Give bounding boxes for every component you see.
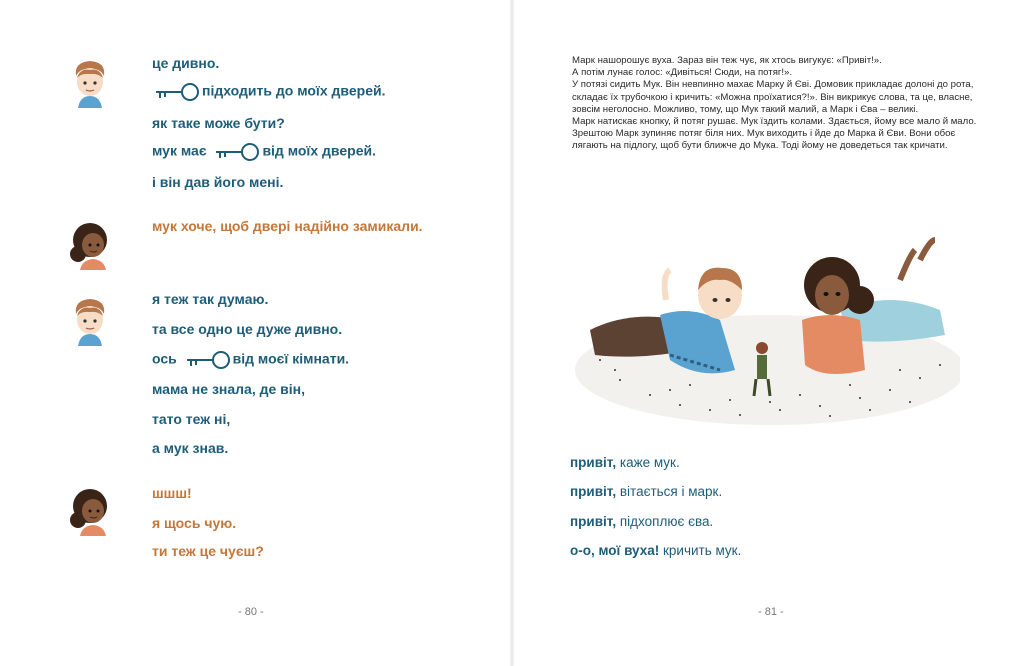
girl-avatar <box>66 218 114 270</box>
line-6: мук хоче, щоб двері надійно замикали. <box>152 218 423 234</box>
dialog-bold: привіт, <box>570 484 617 499</box>
key-icon <box>212 140 260 164</box>
para-line: лягають на підлогу, щоб бути ближче до Мука. Тоді йому не доведеться так кричати. <box>572 140 948 152</box>
line-3: як таке може бути? <box>152 115 285 131</box>
dialog-bold: о-о, мої вуха! <box>570 543 660 558</box>
line-2 <box>150 80 385 104</box>
para-line: складає їх трубочкою і кричить: «Можна проїхатися?!». Він викрикує слова, та це, власне, <box>572 91 973 103</box>
dialog-line <box>570 543 741 558</box>
dialog-rest: вітається і марк. <box>616 484 723 499</box>
line-4-before: мук має <box>152 142 207 159</box>
dialog-rest: каже мук. <box>616 455 680 470</box>
line-13: шшш! <box>152 485 192 501</box>
line-1: це дивно. <box>152 55 220 71</box>
dialog-line <box>570 484 722 499</box>
girl-avatar <box>66 484 114 536</box>
line-9-before: ось <box>152 350 177 367</box>
boy-avatar <box>66 56 114 108</box>
dialog-rest: підхоплює єва. <box>616 514 714 529</box>
page-number-right: - 81 - <box>758 606 784 618</box>
boy-avatar <box>66 294 114 346</box>
right-page <box>512 0 1024 666</box>
line-11: тато теж ні, <box>152 411 231 427</box>
dialog-bold: привіт, <box>570 455 617 470</box>
key-icon <box>183 348 231 372</box>
para-line: Марк нашорошує вуха. Зараз він теж чує, як хтось вигукує: «Привіт!». <box>572 55 882 66</box>
dialog-line <box>570 514 713 529</box>
key-icon <box>152 80 200 104</box>
para-line: А потім лунає голос: «Дивіться! Сюди, на потяг!». <box>572 67 793 79</box>
line-4 <box>152 140 376 164</box>
line-2-text: підходить до моїх дверей. <box>202 82 386 99</box>
para-line: Зрештою Марк зупиняє потяг біля них. Мук виходить і йде до Марка й Єви. Вони обоє <box>572 128 956 140</box>
para-line: зовсім неголосно. Можливо, тому, що Мук такий малий, а Марк і Єва – великі. <box>572 103 919 115</box>
line-10: мама не знала, де він, <box>152 381 306 397</box>
children-illustration <box>570 220 960 435</box>
line-4-after: від моїх дверей. <box>262 142 376 159</box>
dialog-rest: кричить мук. <box>659 543 742 558</box>
line-7: я теж так думаю. <box>152 291 269 307</box>
line-8: та все одно це дуже дивно. <box>152 321 343 337</box>
line-12: а мук знав. <box>152 440 229 456</box>
line-9 <box>152 348 349 372</box>
page-number-left: - 80 - <box>238 606 264 618</box>
para-line: Марк натискає кнопку, й потяг рушає. Мук їздить колами. Здається, йому все мало й мало. <box>572 116 977 128</box>
line-14: я щось чую. <box>152 515 237 531</box>
line-9-after: від моєї кімнати. <box>232 350 350 367</box>
para-line: У потязі сидить Мук. Він невпинно махає Марку й Єві. Домовик прикладає долоні до рота, <box>572 79 974 91</box>
line-15: ти теж це чуєш? <box>152 543 264 559</box>
dialog-bold: привіт, <box>570 514 617 529</box>
line-5: і він дав його мені. <box>152 174 284 190</box>
dialog-line <box>570 455 680 470</box>
narrative-paragraph <box>572 55 992 153</box>
